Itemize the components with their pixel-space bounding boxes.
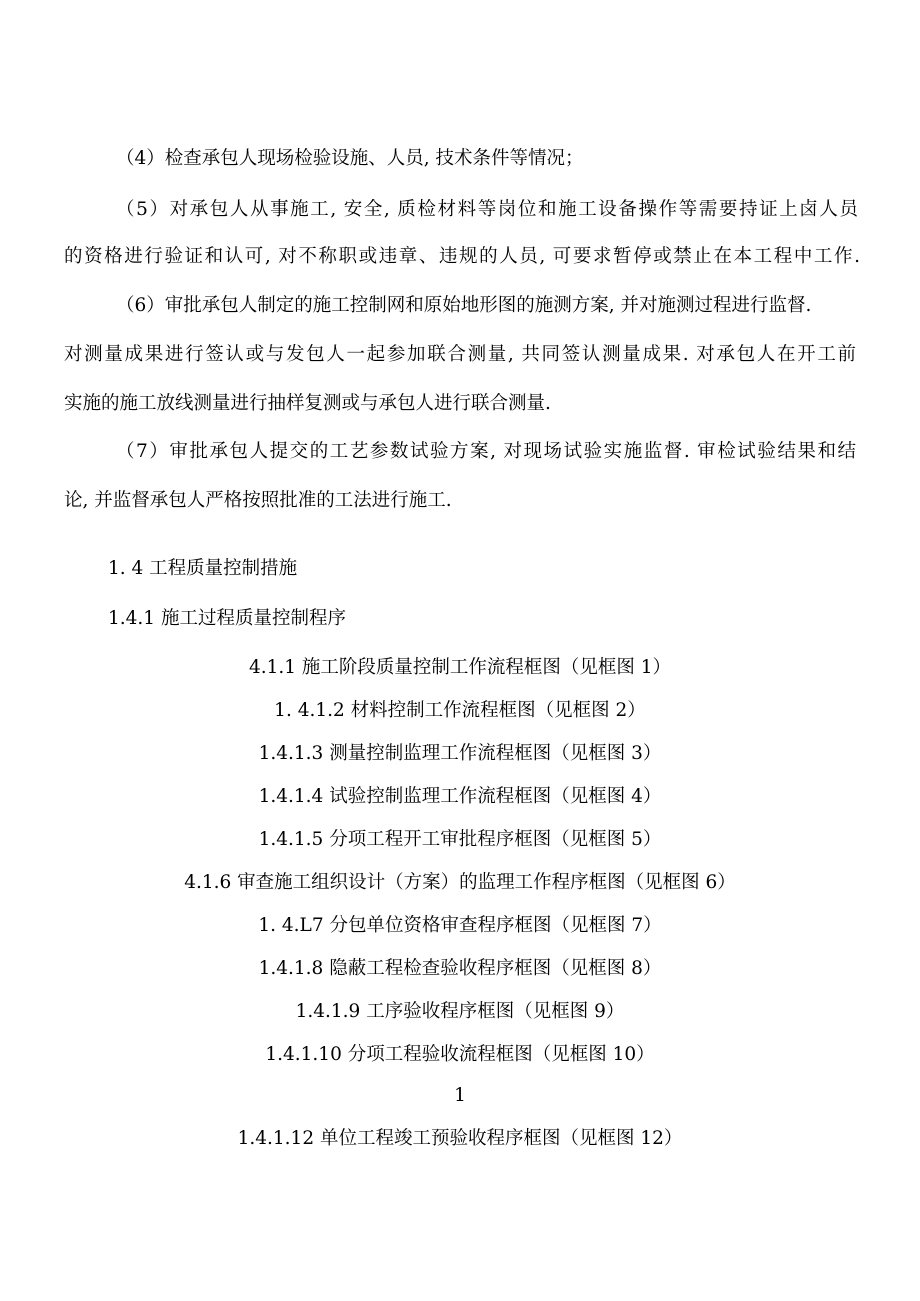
procedure-item: 1. 4.L7 分包单位资格审查程序框图（见框图 7）	[258, 915, 662, 936]
procedure-item-last: 1.4.1.12 单位工程竣工预验收程序框图（见框图 12）	[237, 1128, 683, 1149]
procedure-item: 1.4.1.5 分项工程开工审批程序框图（见框图 5）	[258, 829, 662, 850]
paragraph-6-line-3: 实施的施工放线测量进行抽样复测或与承包人进行联合测量.	[64, 393, 551, 414]
paragraph-6-line-2: 对测量成果进行签认或与发包人一起参加联合测量, 共同签认测量成果. 对承包人在开工前	[64, 344, 856, 365]
paragraph-5-line-2: 的资格进行验证和认可, 对不称职或违章、违规的人员, 可要求暂停或禁止在本工程中工作.	[64, 246, 860, 267]
page-number: 1	[454, 1085, 466, 1106]
procedure-item: 1.4.1.4 试验控制监理工作流程框图（见框图 4）	[258, 786, 662, 807]
procedure-item: 4.1.1 施工阶段质量控制工作流程框图（见框图 1）	[248, 657, 672, 678]
subsection-heading-1-4-1: 1.4.1 施工过程质量控制程序	[108, 608, 346, 629]
procedure-item: 1.4.1.10 分项工程验收流程框图（见框图 10）	[265, 1044, 655, 1065]
paragraph-5-line-1: （5）对承包人从事施工, 安全, 质检材料等岗位和施工设备操作等需要持证上卤人员	[116, 199, 858, 220]
procedure-item: 1.4.1.9 工序验收程序框图（见框图 9）	[295, 1001, 625, 1022]
procedure-item: 1.4.1.8 隐蔽工程检查验收程序框图（见框图 8）	[258, 958, 662, 979]
paragraph-4-line-1: （4）检查承包人现场检验设施、人员, 技术条件等情况；	[116, 148, 584, 169]
procedure-item: 1. 4.1.2 材料控制工作流程框图（见框图 2）	[274, 700, 646, 721]
paragraph-6-line-1: （6）审批承包人制定的施工控制网和原始地形图的施测方案, 并对施测过程进行监督.	[116, 295, 812, 316]
paragraph-7-line-2: 论, 并监督承包人严格按照批准的工法进行施工.	[64, 490, 452, 511]
procedure-item: 1.4.1.3 测量控制监理工作流程框图（见框图 3）	[258, 743, 662, 764]
procedure-item: 4.1.6 审查施工组织设计（方案）的监理工作程序框图（见框图 6）	[184, 872, 736, 893]
paragraph-7-line-1: （7）审批承包人提交的工艺参数试验方案, 对现场试验实施监督. 审检试验结果和结	[116, 441, 856, 462]
section-heading-1-4: 1. 4 工程质量控制措施	[108, 558, 298, 579]
